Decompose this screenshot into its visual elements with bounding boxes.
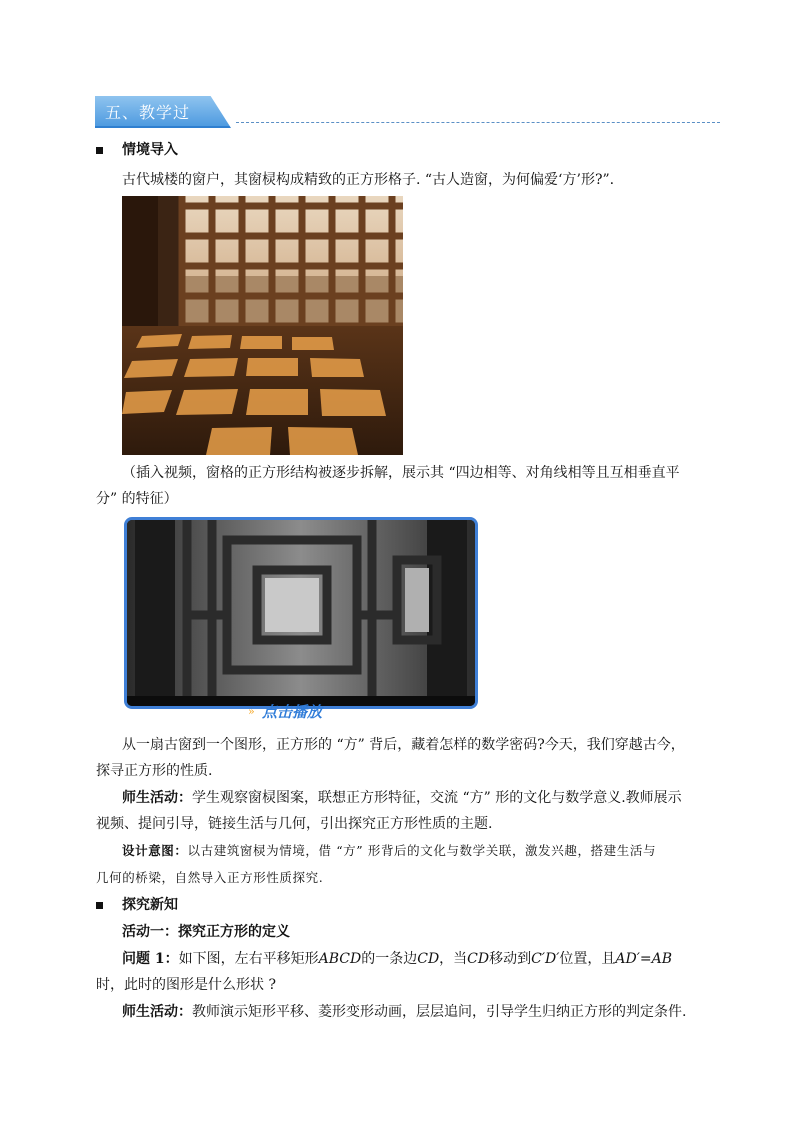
teacher-activity-2: [122, 1000, 686, 1024]
design-intent-line1: [122, 839, 656, 863]
question-1-text-b: 的一条边: [361, 951, 418, 967]
question-1-text-e: 位置，且: [559, 951, 616, 967]
question-1-cprime: C′D′: [531, 951, 560, 967]
question-1-cd-2: CD: [467, 951, 490, 967]
bullet-explore: [96, 902, 103, 909]
design-intent-text: 以古建筑窗棂为情境，借 “方” 形背后的文化与数学关联，激发兴趣，搭建生活与: [187, 843, 657, 858]
explore-heading: 探究新知: [122, 897, 178, 913]
transition-line2: 探寻正方形的性质.: [96, 763, 213, 779]
design-intent-line2: 几何的桥梁，自然导入正方形性质探究.: [96, 870, 324, 885]
play-arrow-icon: »: [248, 705, 255, 718]
bullet-intro: [96, 147, 103, 154]
teacher-activity-1-line1: [122, 786, 682, 810]
window-lattice-photo: [122, 196, 403, 455]
intro-text: 古代城楼的窗户，其窗棂构成精致的正方形格子. “古人造窗，为何偏爱‘方’形?”.: [122, 172, 615, 188]
intro-heading: 情境导入: [122, 142, 178, 158]
teacher-activity-1-line2: 视频、提问引导，链接生活与几何，引出探究正方形性质的主题.: [96, 816, 493, 832]
question-1-text-a: 如下图，左右平移矩形: [178, 951, 319, 967]
teacher-activity-2-label: 师生活动：: [122, 1004, 192, 1020]
question-1-line2: 时，此时的图形是什么形状 ?: [96, 977, 276, 993]
video-thumbnail[interactable]: [124, 517, 478, 709]
question-1-text-c: ，当: [439, 951, 468, 967]
question-1-line1: [122, 947, 672, 971]
question-1-cd-1: CD: [417, 951, 440, 967]
question-1-abcd: ABCD: [318, 951, 362, 967]
question-1-adprime: AD′=AB: [615, 951, 673, 967]
window-lattice-illustration: [122, 196, 403, 455]
teacher-activity-1-label: 师生活动：: [122, 790, 192, 806]
activity-1-title: 活动一：探究正方形的定义: [122, 924, 290, 940]
video-note-line2: 分” 的特征）: [96, 491, 178, 507]
play-button[interactable]: 点击播放: [262, 703, 323, 721]
section-divider: [236, 122, 720, 123]
question-1-label: 问题 1：: [122, 951, 179, 967]
transition-line1: 从一扇古窗到一个图形，正方形的 “方” 背后，藏着怎样的数学密码?今天，我们穿越古今，: [122, 737, 685, 753]
teacher-activity-1-text: 学生观察窗棂图案，联想正方形特征，交流 “方” 形的文化与数学意义.教师展示: [192, 790, 682, 806]
lattice-window-illustration: [127, 520, 475, 706]
question-1-text-d: 移动到: [489, 951, 532, 967]
teacher-activity-2-text: 教师演示矩形平移、菱形变形动画，层层追问，引导学生归纳正方形的判定条件.: [192, 1004, 687, 1020]
video-note-line1: （插入视频，窗格的正方形结构被逐步拆解，展示其 “四边相等、对角线相等且互相垂直平: [122, 465, 680, 481]
design-intent-label: 设计意图：: [122, 843, 188, 858]
section-title: 五、教学过: [105, 103, 191, 122]
section-header: [95, 96, 235, 128]
